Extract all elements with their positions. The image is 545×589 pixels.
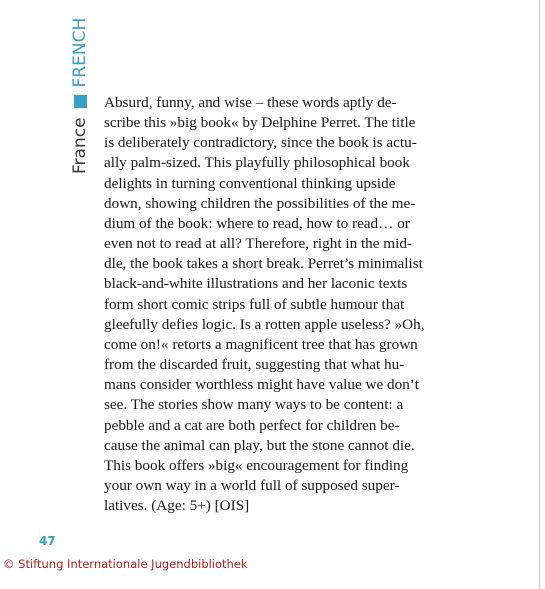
review-line: black-and-white illustrations and her laconic texts (104, 275, 408, 293)
copyright-notice: © Stiftung Internationale Jugendbibliothek (3, 557, 248, 571)
review-line: form short comic strips full of subtle humour that (104, 295, 405, 313)
review-line: Absurd, funny, and wise – these words aptly de- (104, 94, 397, 111)
review-line: cause the animal can play, but the stone cannot die. (104, 436, 415, 454)
language-marker-square (74, 95, 87, 108)
review-line: dium of the book: where to read, how to read… or (104, 214, 410, 232)
country-language-label (70, 18, 90, 174)
review-line: latives. (Age: 5+) [OIS] (104, 497, 250, 515)
review-line: your own way in a world full of supposed super- (104, 476, 400, 494)
review-line: is deliberately contradictory, since the book is actu- (104, 134, 417, 152)
review-text (104, 93, 464, 516)
review-line: see. The stories show many ways to be content: a (104, 396, 404, 414)
review-line: pebble and a cat are both perfect for children be- (104, 416, 400, 434)
page-number: 47 (39, 534, 56, 548)
review-line: delights in turning conventional thinking upside (104, 174, 396, 192)
review-line: down, showing children the possibilities of the me- (104, 194, 416, 212)
review-line: dle, the book takes a short break. Perret’s minimalist (104, 255, 423, 273)
review-line: even not to read at all? Therefore, right in the mid- (104, 235, 412, 253)
review-line: This book offers »big« encouragement for finding (104, 456, 409, 474)
review-line: mans consider worthless might have value we don’t (104, 376, 419, 394)
language-label: FRENCH (70, 17, 90, 88)
review-line: from the discarded fruit, suggesting that what hu- (104, 356, 405, 374)
page-edge-rule (539, 0, 540, 589)
country-label: France (70, 117, 90, 174)
review-line: come on!« retorts a magnificent tree that has grown (104, 335, 418, 353)
review-line: scribe this »big book« by Delphine Perret. The title (104, 114, 416, 132)
review-line: gleefully defies logic. Is a rotten apple useless? »Oh, (104, 315, 425, 333)
review-line: ally palm-sized. This playfully philosophical book (104, 154, 410, 172)
